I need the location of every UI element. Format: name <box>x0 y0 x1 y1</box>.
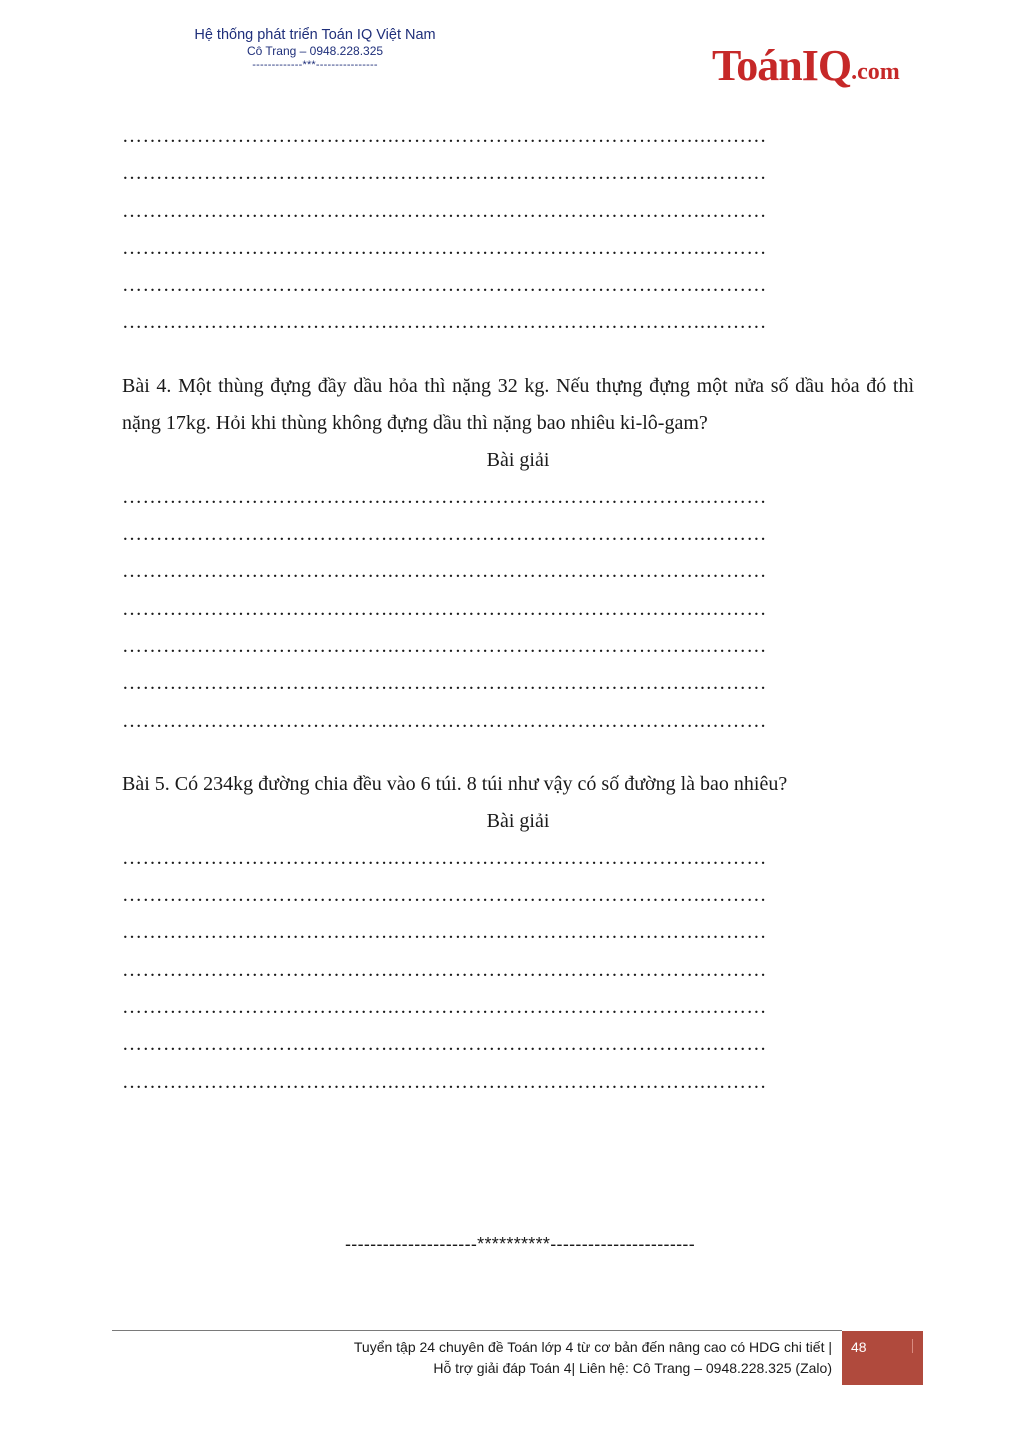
answer-line: ………………………………….……………………………………….……… <box>122 672 767 695</box>
answer-line: ………………………………….……………………………………….……… <box>122 597 767 620</box>
logo-domain: .com <box>851 59 900 85</box>
toaniq-logo <box>712 28 900 88</box>
answer-line: ………………………………….……………………………………….……… <box>122 236 767 259</box>
answer-line: ………………………………….……………………………………….……… <box>122 485 767 508</box>
answer-line: ………………………………….……………………………………….……… <box>122 1070 767 1093</box>
problem-text: Bài 5. Có 234kg đường chia đều vào 6 túi. 8 túi như vậy có số đường là bao nhiêu? <box>122 772 788 795</box>
answer-line: ………………………………….……………………………………….……… <box>122 199 767 222</box>
end-separator: ---------------------**********----------------------- <box>345 1234 695 1254</box>
answer-line: ………………………………….……………………………………….……… <box>122 1033 767 1056</box>
answer-line: ………………………………….……………………………………….……… <box>122 125 767 147</box>
footer-divider <box>112 1330 842 1331</box>
answer-line: ………………………………….……………………………………….……… <box>122 846 767 869</box>
answer-line: ………………………………….……………………………………….……… <box>122 311 767 334</box>
header-title: Hệ thống phát triển Toán IQ Việt Nam <box>194 27 436 43</box>
answer-line: ………………………………….……………………………………….……… <box>122 884 767 907</box>
answer-line: ………………………………….……………………………………….……… <box>122 523 767 546</box>
page-number: 48 <box>851 1339 867 1355</box>
problem-4 <box>122 368 914 740</box>
problem-5 <box>122 766 914 1101</box>
answer-line: ………………………………….……………………………………….……… <box>122 958 767 981</box>
header-info <box>160 26 470 72</box>
answer-line: ………………………………….……………………………………….……… <box>122 921 767 944</box>
footer-info <box>354 1337 832 1379</box>
answer-line: ………………………………….……………………………………….……… <box>122 996 767 1019</box>
answer-line: ………………………………….……………………………………….……… <box>122 560 767 583</box>
logo-text: ToánIQ <box>712 41 852 90</box>
page-number-box <box>842 1331 923 1385</box>
solution-heading: Bài giải <box>486 448 550 471</box>
footer-line-1: Tuyển tập 24 chuyên đề Toán lớp 4 từ cơ bản đến nâng cao có HDG chi tiết | <box>353 1339 832 1355</box>
page-box-divider <box>912 1339 913 1353</box>
footer-line-2: Hỗ trợ giải đáp Toán 4| Liên hệ: Cô Trang – 0948.228.325 (Zalo) <box>433 1360 832 1376</box>
answer-line: ………………………………….……………………………………….……… <box>122 274 767 297</box>
answer-lines-previous <box>122 118 914 342</box>
answer-line: ………………………………….……………………………………….……… <box>122 162 767 185</box>
answer-line: ………………………………….……………………………………….……… <box>122 709 767 732</box>
header-contact: Cô Trang – 0948.228.325 <box>246 44 384 58</box>
header-separator: -------------***---------------- <box>252 59 378 71</box>
problem-text: Bài 4. Một thùng đựng đầy dầu hỏa thì nặng 32 kg. Nếu thựng đựng một nửa số dầu hỏa đó thì nặng 17kg. Hỏi khi thùng không đựng dầu thì nặng bao nhiêu ki-lô-gam? <box>122 374 914 434</box>
answer-line: ………………………………….……………………………………….……… <box>122 634 767 657</box>
worksheet-body <box>122 118 914 1101</box>
solution-heading: Bài giải <box>486 809 550 832</box>
